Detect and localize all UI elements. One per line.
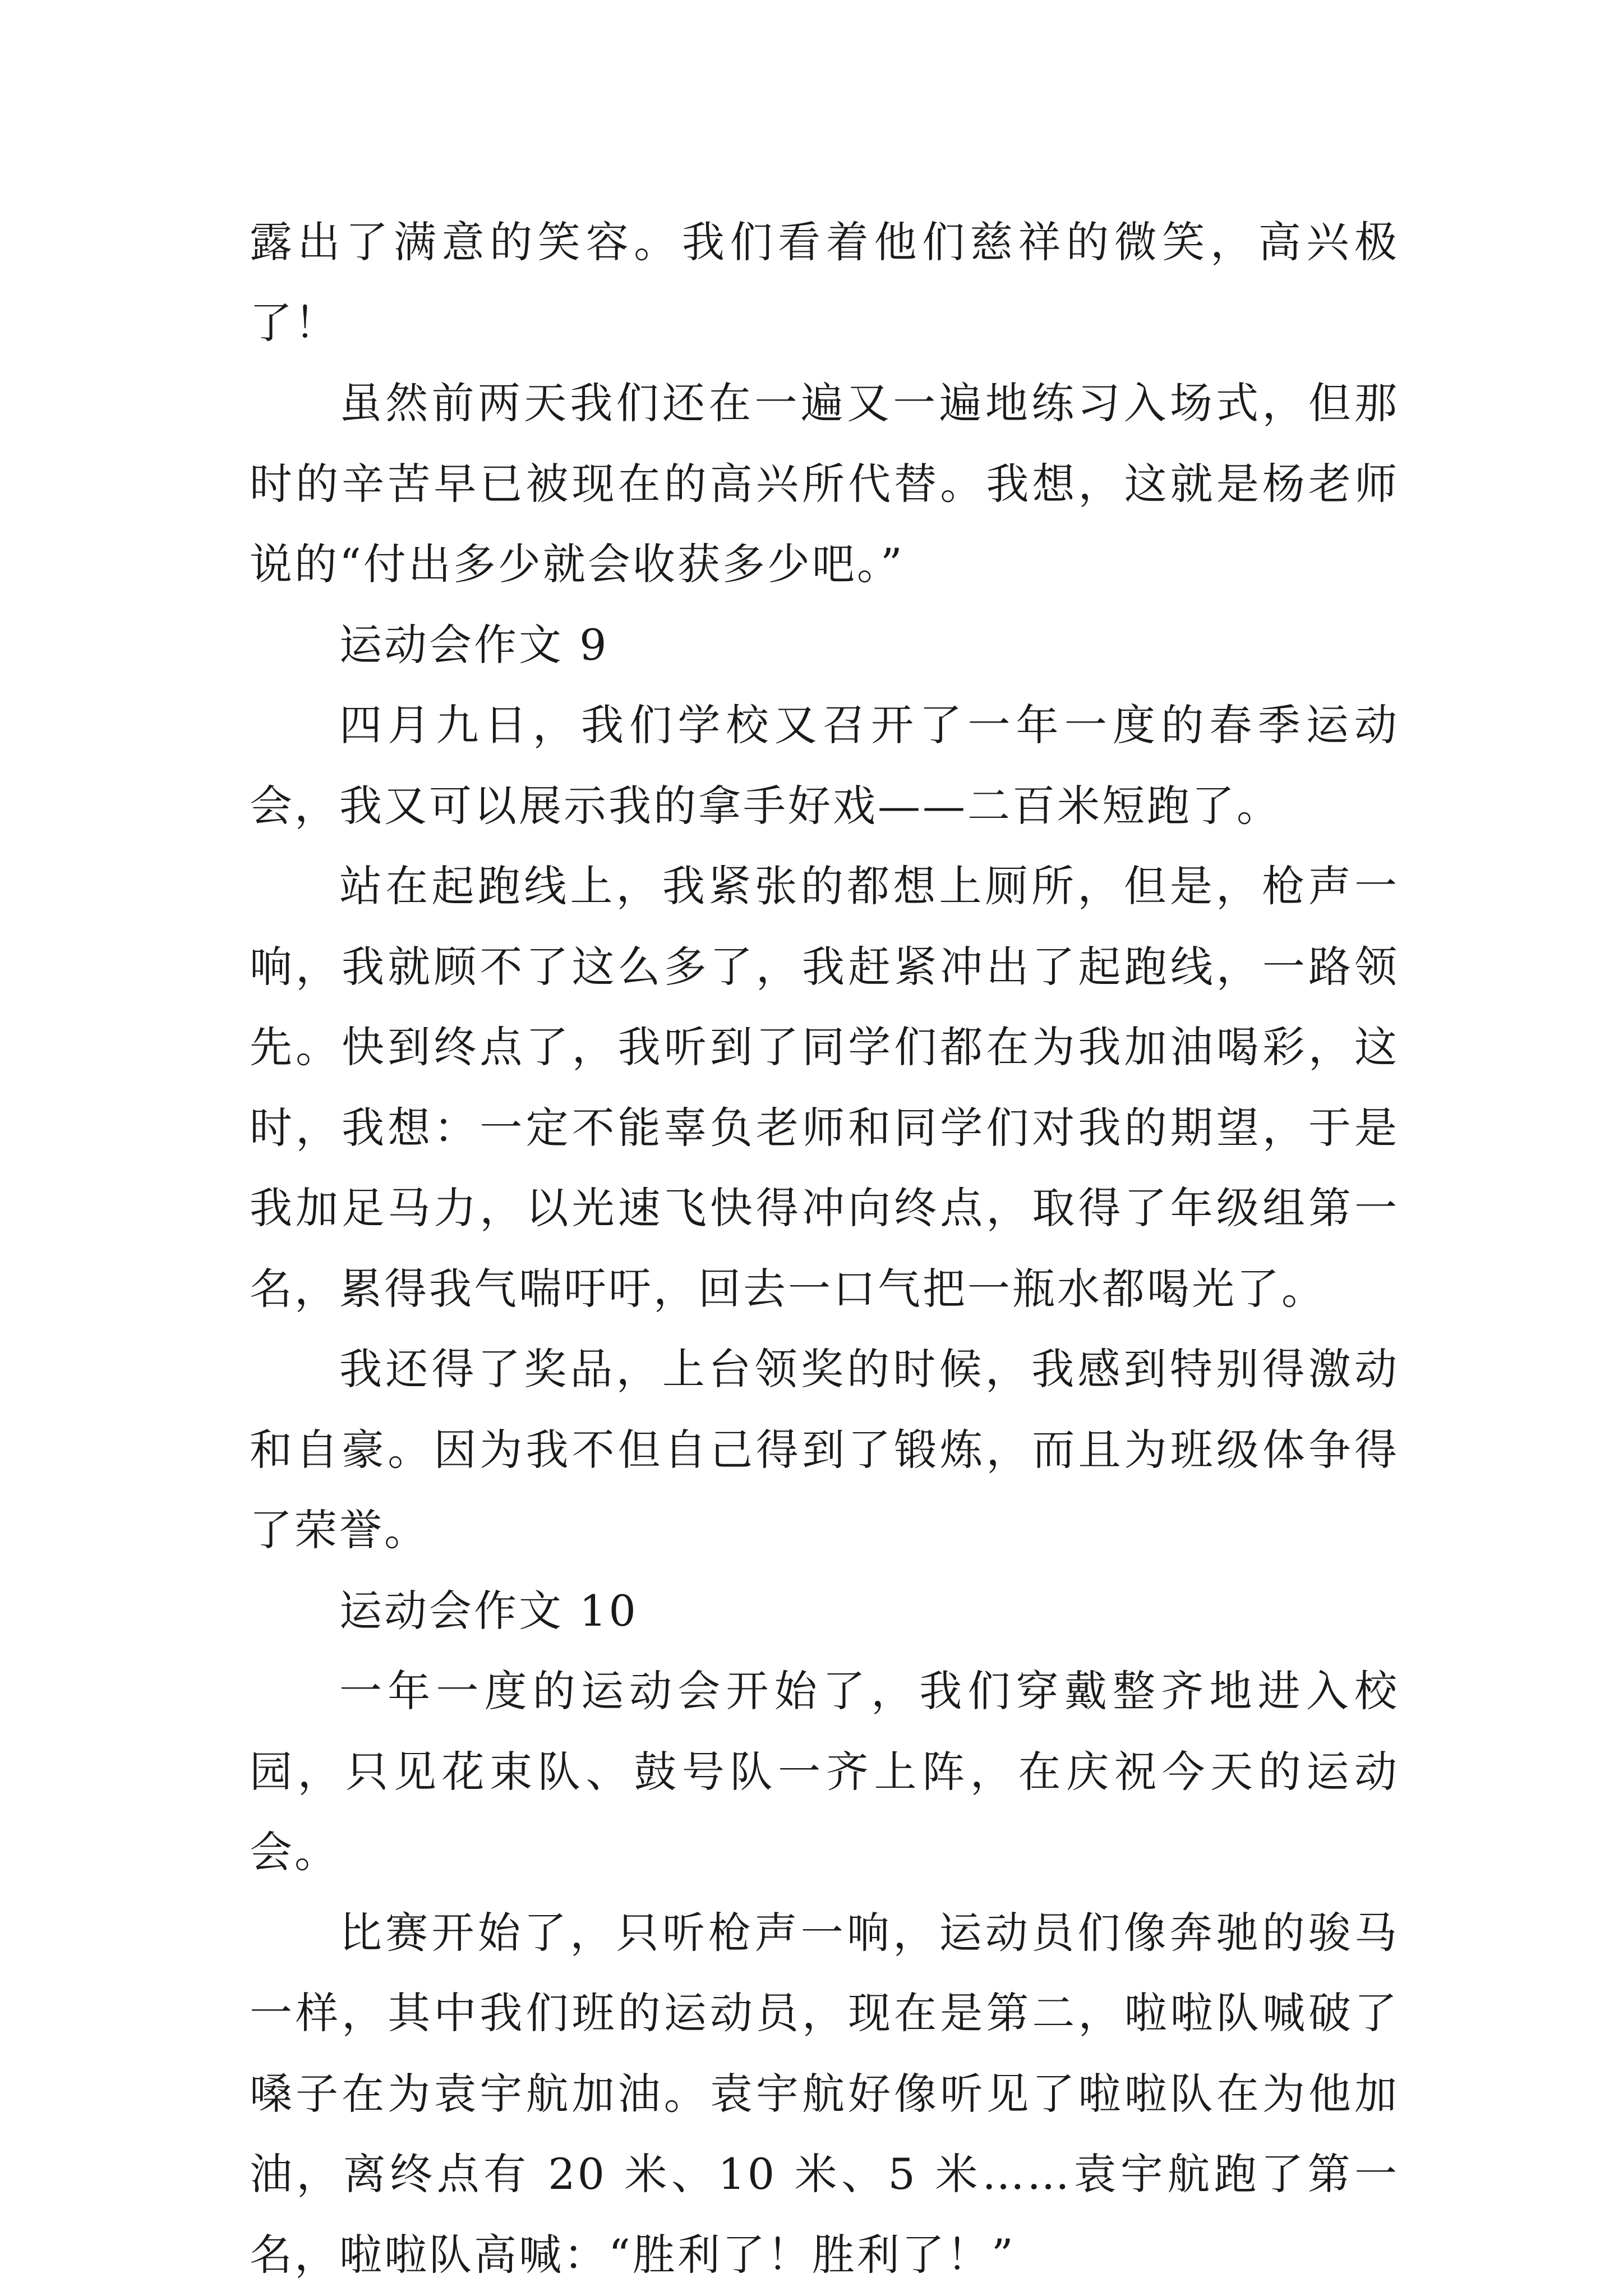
paragraph-continuation: 露出了满意的笑容。我们看着他们慈祥的微笑，高兴极了！ <box>250 217 1399 348</box>
paragraph: 一年一度的运动会开始了，我们穿戴整齐地进入校园，只见花束队、鼓号队一齐上阵，在庆祝今天的运动会。 <box>250 1666 1399 1877</box>
paragraph: 比赛开始了，只听枪声一响，运动员们像奔驰的骏马一样，其中我们班的运动员，现在是第二，啦啦队喊破了嗓子在为袁宇航加油。袁宇航好像听见了啦啦队在为他加油，离终点有 20 米、10 米、5 米……袁宇航跑了第一名，啦啦队高喊：“胜利了！胜利了！” <box>250 1907 1399 2280</box>
paragraph: 虽然前两天我们还在一遍又一遍地练习入场式，但那时的辛苦早已被现在的高兴所代替。我想，这就是杨老师说的“付出多少就会收获多少吧。” <box>250 378 1399 589</box>
document-body <box>250 202 1399 2295</box>
paragraph: 站在起跑线上，我紧张的都想上厕所，但是，枪声一响，我就顾不了这么多了，我赶紧冲出了起跑线，一路领先。快到终点了，我听到了同学们都在为我加油喝彩，这时，我想：一定不能辜负老师和同学们对我的期望，于是我加足马力，以光速飞快得冲向终点，取得了年级组第一名，累得我气喘吁吁，回去一口气把一瓶水都喝光了。 <box>250 861 1399 1314</box>
essay-heading-9: 运动会作文 9 <box>339 619 609 670</box>
paragraph: 我还得了奖品，上台领奖的时候，我感到特别得激动和自豪。因为我不但自己得到了锻炼，而且为班级体争得了荣誉。 <box>250 1344 1399 1555</box>
paragraph: 四月九日，我们学校又召开了一年一度的春季运动会，我又可以展示我的拿手好戏——二百米短跑了。 <box>250 700 1399 831</box>
essay-heading-10: 运动会作文 10 <box>339 1585 638 1636</box>
